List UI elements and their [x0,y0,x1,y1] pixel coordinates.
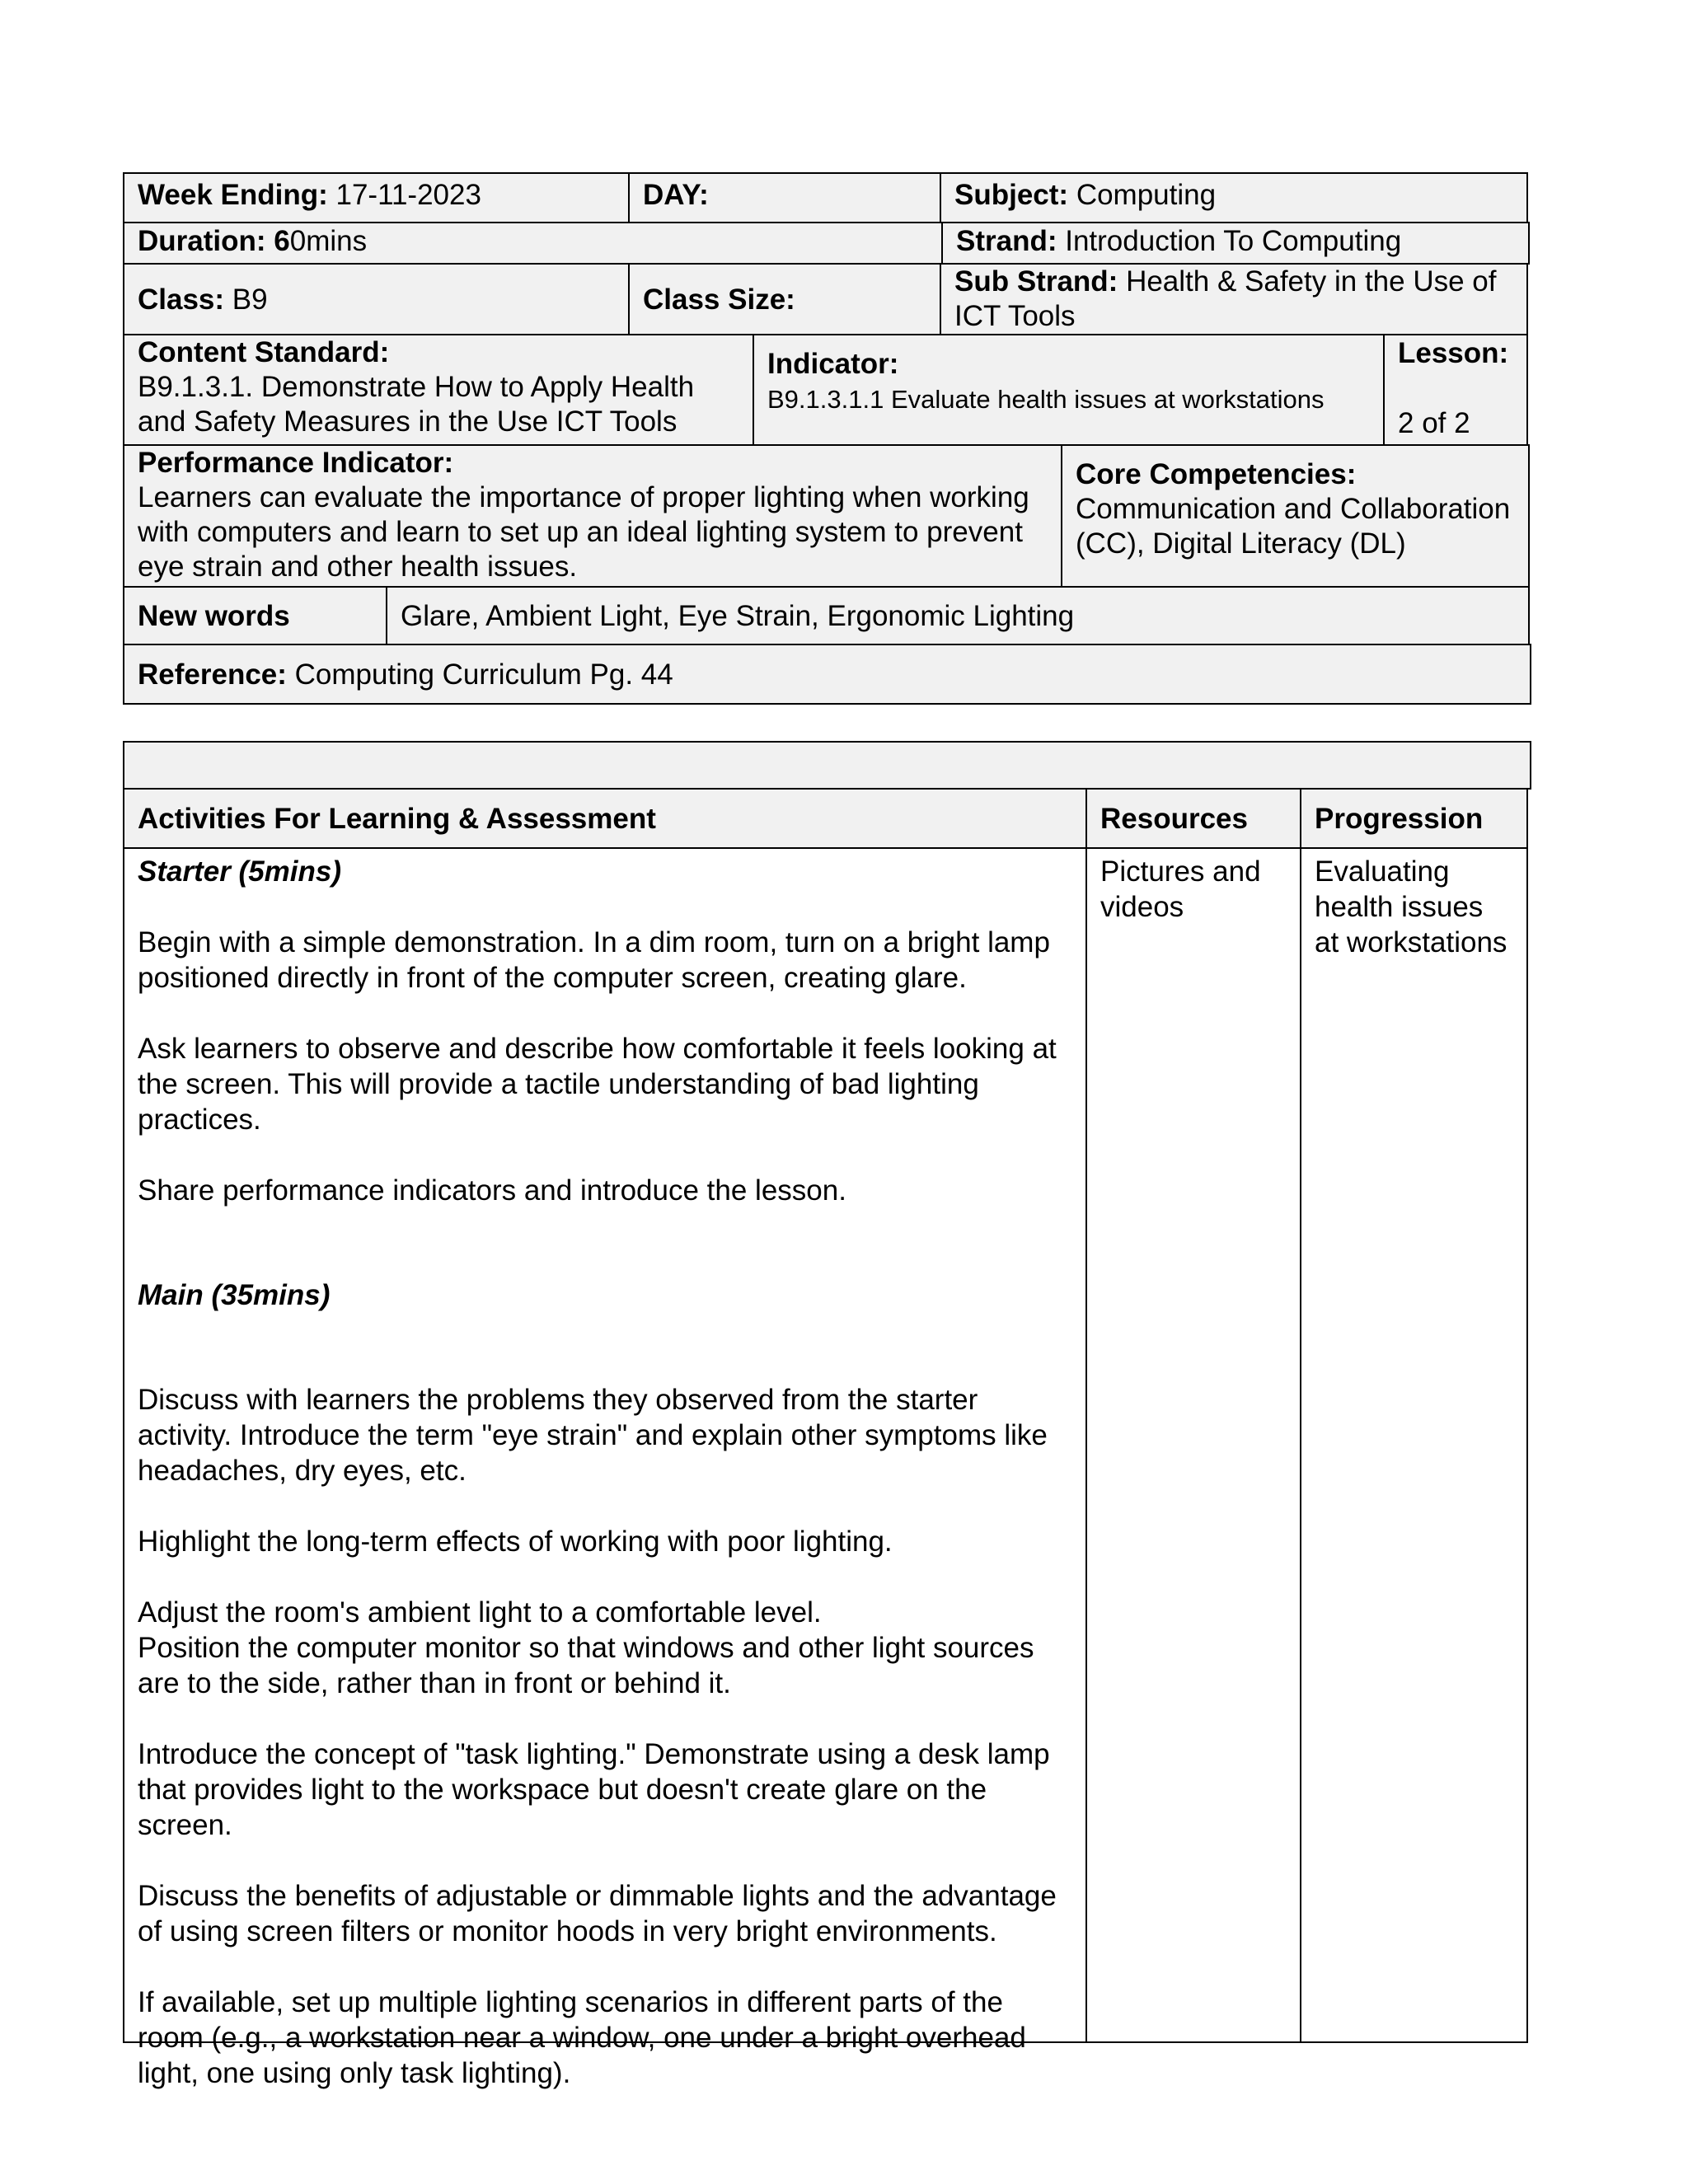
performance-indicator-cell [123,444,1062,588]
main-paragraph: Discuss the benefits of adjustable or dimmable lights and the advantage of using screen filters or monitor hoods in very bright environments. [138,1880,1057,1947]
week-ending-cell [123,172,630,223]
strand-value: Introduction To Computing [1065,225,1402,257]
lesson-value: 2 of 2 [1398,407,1470,439]
main-paragraph: If available, set up multiple lighting scenarios in different parts of the room (e.g., a workstation near a window, one under a bright overhead light, one using only task lighting). [138,1986,1026,2089]
performance-indicator-label: Performance Indicator: [138,447,454,479]
lesson-header-table [123,172,1531,703]
subject-cell [940,172,1528,223]
main-paragraph: Position the computer monitor so that windows and other light sources are to the side, rather than in front or behind it. [138,1632,1034,1699]
class-value: B9 [232,283,268,316]
class-label: Class: [138,283,225,316]
starter-paragraph: Ask learners to observe and describe how comfortable it feels looking at the screen. This will provide a tactile understanding of bad lighting practices. [138,1033,1057,1136]
content-standard-cell [123,334,754,446]
content-standard-label: Content Standard: [138,336,390,368]
reference-label: Reference: [138,658,287,691]
sub-strand-cell [940,263,1528,335]
resources-value: Pictures and videos [1100,855,1261,923]
activities-table [123,741,1531,2089]
performance-indicator-value: Learners can evaluate the importance of proper lighting when working with computers and learn to set up an ideal lighting system to prevent eye strain and other health issues. [138,481,1029,583]
duration-value: 0mins [289,225,368,257]
activities-heading-cell [123,788,1087,849]
sub-strand-label: Sub Strand: [954,265,1118,298]
reference-cell [123,644,1531,705]
progression-body-cell [1300,847,1528,2043]
progression-heading: Progression [1315,802,1484,835]
sub-strand-value: Health & Safety in the Use of ICT Tools [954,265,1497,332]
day-label: DAY: [643,179,709,211]
main-paragraph: Discuss with learners the problems they observed from the starter activity. Introduce the term "eye strain" and explain other symptoms like headaches, dry eyes, etc. [138,1384,1048,1487]
main-paragraph: Adjust the room's ambient light to a comfortable level. [138,1596,822,1629]
progression-heading-cell [1300,788,1528,849]
day-cell [628,172,941,223]
subject-label: Subject: [954,179,1069,211]
duration-cell [123,222,943,265]
content-standard-value: B9.1.3.1. Demonstrate How to Apply Health and Safety Measures in the Use ICT Tools [138,371,695,438]
core-competencies-cell [1061,444,1530,588]
new-words-value-cell [386,586,1530,645]
resources-heading: Resources [1100,802,1248,835]
core-competencies-label: Core Competencies: [1076,458,1357,490]
main-paragraph: Introduce the concept of "task lighting." Demonstrate using a desk lamp that provides light to the workspace but doesn't create glare on the screen. [138,1738,1050,1841]
starter-paragraph: Begin with a simple demonstration. In a dim room, turn on a bright lamp positioned directly in front of the computer screen, creating glare. [138,926,1050,994]
class-size-label: Class Size: [643,283,795,316]
indicator-label: Indicator: [767,348,899,380]
main-title: Main (35mins) [138,1279,331,1311]
new-words-label-cell [123,586,387,645]
lesson-cell [1383,334,1528,446]
starter-title: Starter (5mins) [138,855,342,888]
lesson-label: Lesson: [1398,337,1509,369]
duration-label: Duration: 6 [138,225,290,257]
week-ending-value: 17-11-2023 [335,179,481,211]
class-cell [123,263,630,335]
new-words-value: Glare, Ambient Light, Eye Strain, Ergonomic Lighting [401,599,1075,632]
new-words-label: New words [138,599,290,632]
indicator-value: B9.1.3.1.1 Evaluate health issues at workstations [767,385,1325,414]
resources-heading-cell [1085,788,1301,849]
core-competencies-value: Communication and Collaboration (CC), Digital Literacy (DL) [1076,493,1511,560]
subject-value: Computing [1076,179,1217,211]
spacer-row [123,741,1531,790]
week-ending-label: Week Ending: [138,179,328,211]
class-size-cell [628,263,941,335]
reference-value: Computing Curriculum Pg. 44 [294,658,673,691]
resources-body-cell [1085,847,1301,2043]
indicator-cell [753,334,1385,446]
strand-label: Strand: [956,225,1057,257]
progression-value: Evaluating health issues at workstations [1315,855,1507,958]
strand-cell [941,222,1530,265]
activities-body-cell [123,847,1087,2089]
main-paragraph: Highlight the long-term effects of working with poor lighting. [138,1526,893,1558]
starter-paragraph: Share performance indicators and introduce the lesson. [138,1174,846,1207]
activities-heading: Activities For Learning & Assessment [138,802,656,835]
